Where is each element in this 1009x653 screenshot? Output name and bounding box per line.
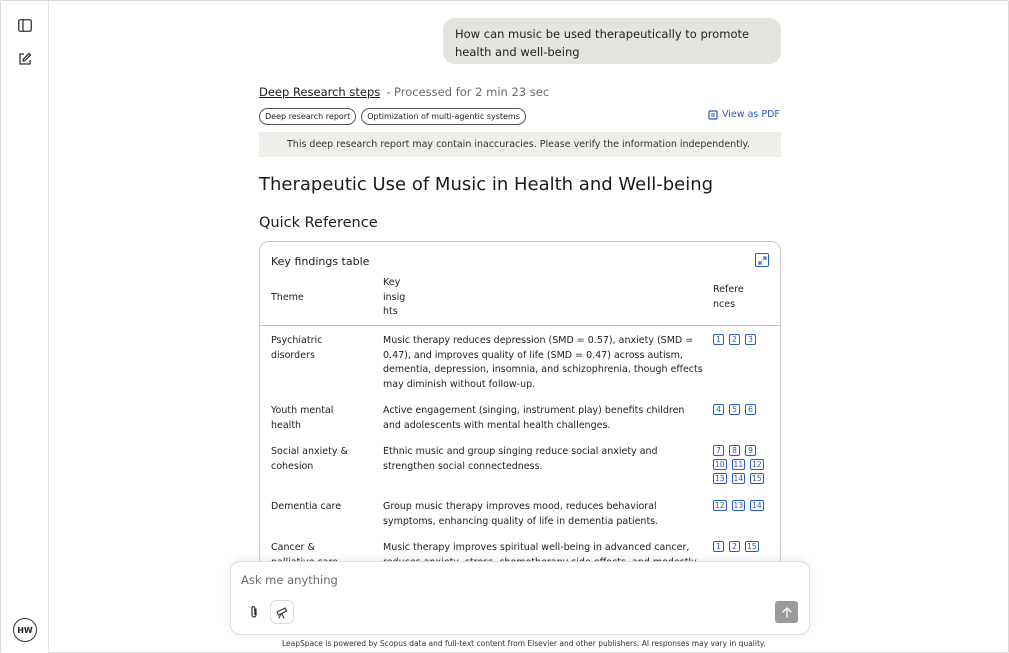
row-insight: Ethnic music and group singing reduce social anxiety and strengthen social connectedness.: [383, 446, 658, 472]
row-references: [713, 334, 771, 345]
reference-badge[interactable]: 4: [713, 404, 724, 415]
reference-badge[interactable]: 10: [715, 460, 725, 469]
pdf-icon: [708, 110, 718, 120]
reference-badge[interactable]: 15: [752, 474, 762, 483]
edit-pencil-icon[interactable]: [14, 48, 36, 70]
reference-badge[interactable]: 2: [729, 334, 740, 345]
row-insight: Group music therapy improves mood, reduces behavioral symptoms, enhancing quality of life in dementia patients.: [383, 501, 659, 527]
reference-badge[interactable]: 14: [752, 501, 762, 510]
row-insight: Music therapy improves spiritual well-being in advanced cancer,: [383, 542, 690, 553]
row-references: [713, 404, 771, 415]
row-theme: Dementia care: [271, 501, 342, 512]
ask-input[interactable]: [241, 571, 781, 589]
reference-badge[interactable]: 9: [745, 445, 756, 456]
expand-icon[interactable]: [755, 253, 769, 267]
reference-badge[interactable]: 6: [745, 404, 756, 415]
reference-badge[interactable]: 11: [733, 460, 744, 469]
sidebar: [1, 1, 49, 653]
row-theme: Psychiatric disorders: [271, 335, 323, 361]
header-key-insights: Key insig hts: [383, 277, 406, 317]
reference-badge[interactable]: 3: [745, 334, 756, 345]
view-pdf-link[interactable]: [708, 109, 780, 120]
header-divider: [260, 325, 781, 326]
research-steps-link[interactable]: Deep Research steps: [259, 85, 381, 99]
header-references: Refere nces: [713, 284, 744, 310]
reference-badge[interactable]: 12: [752, 460, 762, 469]
view-pdf-label: View as PDF: [722, 109, 780, 120]
user-message-bubble: How can music be used therapeutically to promote health and well-being: [443, 18, 781, 64]
processed-time: - Processed for 2 min 23 sec: [386, 85, 550, 99]
table-caption: Key findings table: [271, 255, 370, 268]
reference-badge[interactable]: 5: [729, 404, 740, 415]
reference-badge[interactable]: 13: [733, 501, 744, 510]
reference-badge[interactable]: 1: [713, 541, 724, 552]
telescope-icon[interactable]: [270, 600, 294, 624]
avatar[interactable]: HW: [13, 618, 37, 642]
tag-chips: [259, 108, 526, 125]
row-insight: Active engagement (singing, instrument play) benefits children and adolescents with mental health challenges.: [383, 405, 685, 431]
sidebar-panel-icon[interactable]: [14, 14, 36, 36]
reference-badge[interactable]: 8: [729, 445, 740, 456]
row-theme: Youth mental health: [271, 405, 334, 431]
chip-optimization[interactable]: Optimization of multi-agentic systems: [361, 108, 526, 125]
section-title: Quick Reference: [259, 215, 378, 231]
footer-note: LeapSpace is powered by Scopus data and full-text content from Elsevier and other publishers. AI responses may vary in quality.: [282, 639, 766, 648]
reference-badge[interactable]: 15: [747, 542, 757, 551]
row-references: [713, 500, 771, 511]
reference-badge[interactable]: 1: [713, 334, 724, 345]
reference-badge[interactable]: 12: [715, 501, 725, 510]
arrow-up-icon: [782, 607, 792, 618]
reference-badge[interactable]: 7: [713, 445, 724, 456]
row-theme: Cancer &: [271, 542, 315, 553]
row-references: [713, 541, 771, 552]
row-insight: Music therapy reduces depression (SMD = 0.57), anxiety (SMD = 0.47), and improves quality of life (SMD = 0.47) across autism, dementia, depression, insomnia, and schizophrenia, though effects may diminish without follow-up.: [383, 335, 703, 390]
chip-deep-research-report[interactable]: Deep research report: [259, 108, 356, 125]
key-findings-table: [259, 241, 781, 581]
row-theme: Social anxiety & cohesion: [271, 446, 348, 472]
header-theme: Theme: [271, 292, 304, 303]
research-steps-row: [259, 83, 549, 101]
reference-badge[interactable]: 14: [733, 474, 744, 483]
reference-badge[interactable]: 2: [729, 541, 740, 552]
row-references: [713, 445, 771, 484]
disclaimer-banner: This deep research report may contain inaccuracies. Please verify the information independently.: [259, 132, 781, 157]
ask-composer: [230, 561, 810, 635]
paperclip-icon[interactable]: [242, 600, 266, 624]
reference-badge[interactable]: 13: [715, 474, 725, 483]
report-title: Therapeutic Use of Music in Health and Well-being: [259, 174, 714, 195]
send-button[interactable]: [775, 601, 798, 623]
